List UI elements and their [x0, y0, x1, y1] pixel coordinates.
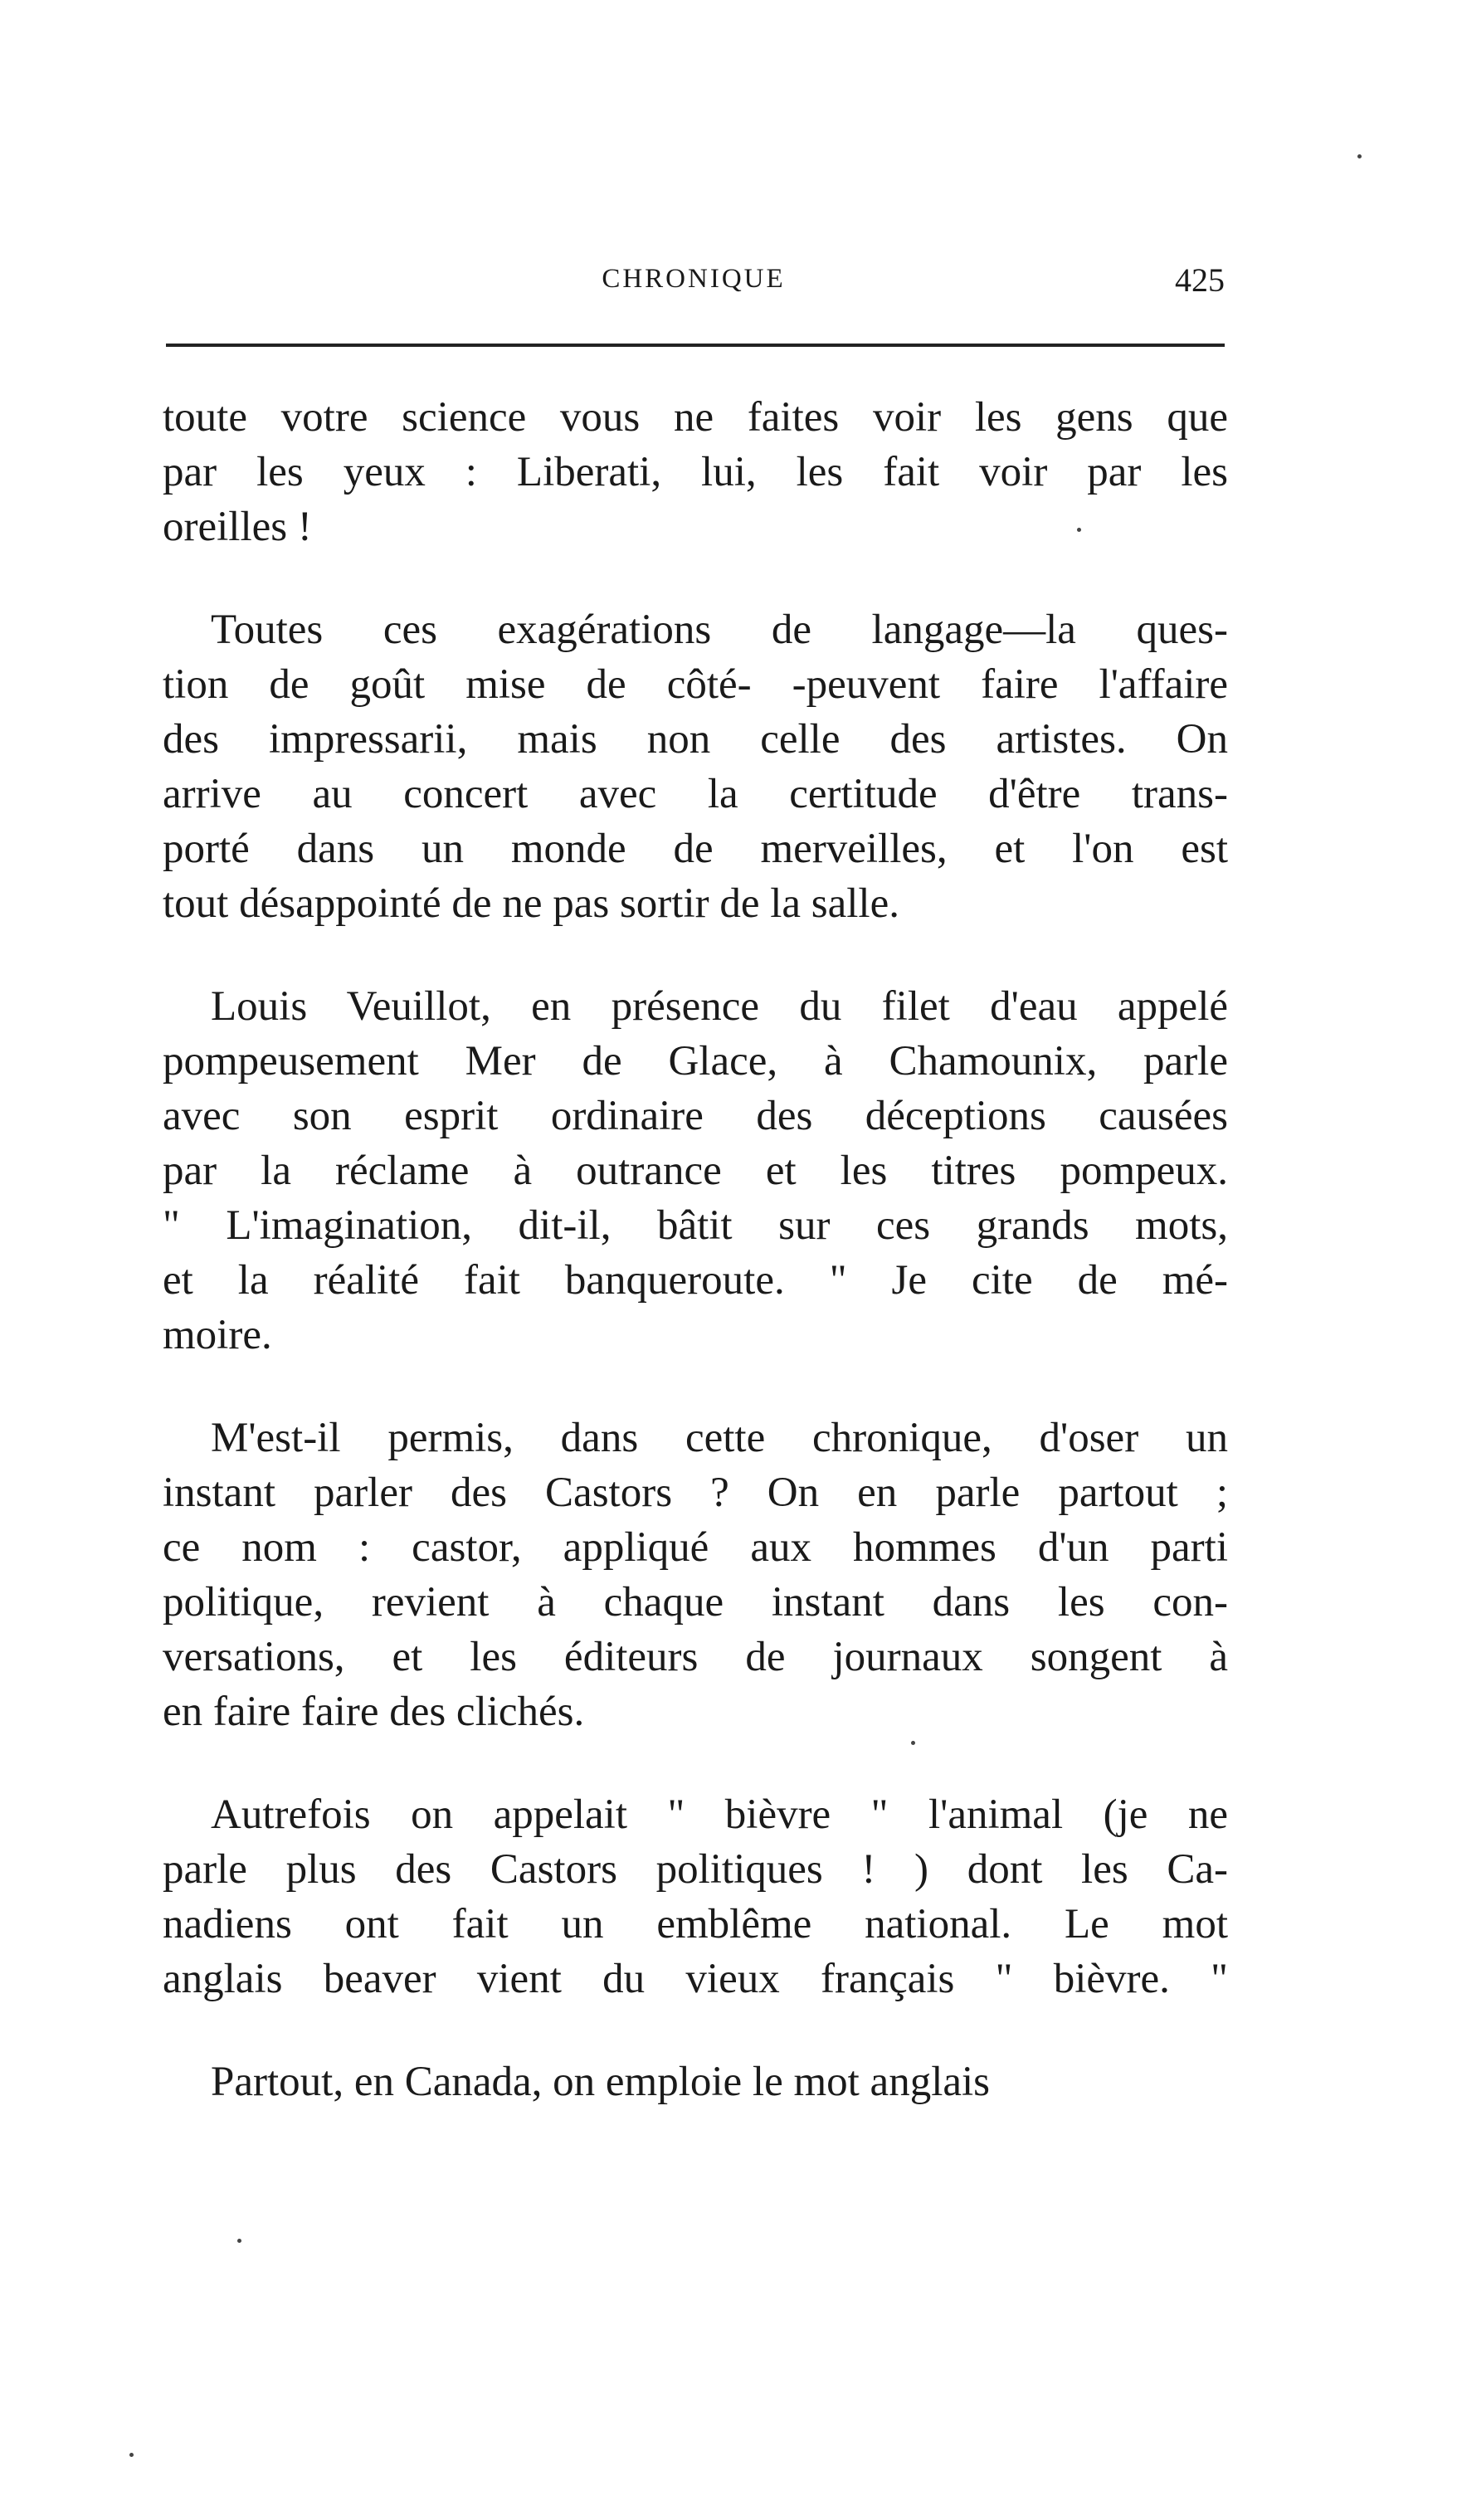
text-line: instant parler des Castors ? On en parle partout ; — [163, 1470, 1228, 1516]
text-line: Louis Veuillot, en présence du filet d'eau appelé — [211, 983, 1228, 1030]
text-line: par la réclame à outrance et les titres pompeux. — [163, 1148, 1228, 1194]
print-speck — [1077, 528, 1081, 532]
running-head: CHRONIQUE — [602, 264, 786, 294]
print-speck — [1357, 154, 1362, 158]
text-line: ce nom : castor, appliqué aux hommes d'un parti — [163, 1524, 1228, 1571]
text-line: tout désappointé de ne pas sortir de la salle. — [163, 880, 899, 927]
text-line: avec son esprit ordinaire des déceptions causées — [163, 1093, 1228, 1139]
text-line: toute votre science vous ne faites voir les gens que — [163, 394, 1228, 441]
text-line: pompeusement Mer de Glace, à Chamounix, parle — [163, 1038, 1228, 1085]
text-line: " L'imagination, dit-il, bâtit sur ces grands mots, — [163, 1202, 1228, 1249]
text-line: Toutes ces exagérations de langage—la ques- — [211, 607, 1228, 653]
print-speck — [129, 2453, 134, 2457]
text-line: Partout, en Canada, on emploie le mot anglais — [211, 2059, 991, 2105]
page-number: 425 — [1175, 261, 1225, 299]
text-line: parle plus des Castors politiques ! ) dont les Ca- — [163, 1846, 1228, 1893]
page-header — [163, 261, 1225, 314]
text-line: des impressarii, mais non celle des artistes. On — [163, 716, 1228, 763]
text-line: par les yeux : Liberati, lui, les fait voir par les — [163, 449, 1228, 495]
text-line: politique, revient à chaque instant dans les con- — [163, 1579, 1228, 1626]
text-line: tion de goût mise de côté- -peuvent faire l'affaire — [163, 661, 1228, 708]
paragraph-3 — [163, 979, 1228, 1362]
print-speck — [237, 2239, 241, 2243]
paragraph-6 — [163, 2055, 1228, 2109]
text-line: arrive au concert avec la certitude d'être trans- — [163, 771, 1228, 817]
text-line: nadiens ont fait un emblême national. Le mot — [163, 1901, 1228, 1947]
print-speck — [911, 1741, 915, 1745]
paragraph-5 — [163, 1787, 1228, 2006]
text-line: oreilles ! — [163, 504, 312, 550]
text-line: M'est-il permis, dans cette chronique, d'oser un — [211, 1415, 1228, 1461]
paragraph-4 — [163, 1411, 1228, 1739]
paragraph-2 — [163, 602, 1228, 931]
text-line: moire. — [163, 1312, 272, 1358]
text-line: porté dans un monde de merveilles, et l'on est — [163, 826, 1228, 872]
body-text — [163, 390, 1228, 2157]
text-line: versations, et les éditeurs de journaux songent à — [163, 1634, 1228, 1680]
text-line: Autrefois on appelait " bièvre " l'animal (je ne — [211, 1791, 1228, 1838]
text-line: anglais beaver vient du vieux français " bièvre. " — [163, 1956, 1228, 2002]
paragraph-1 — [163, 390, 1228, 554]
text-line: et la réalité fait banqueroute. " Je cite de mé- — [163, 1257, 1228, 1304]
text-line: en faire faire des clichés. — [163, 1689, 585, 1735]
header-rule — [166, 344, 1225, 347]
